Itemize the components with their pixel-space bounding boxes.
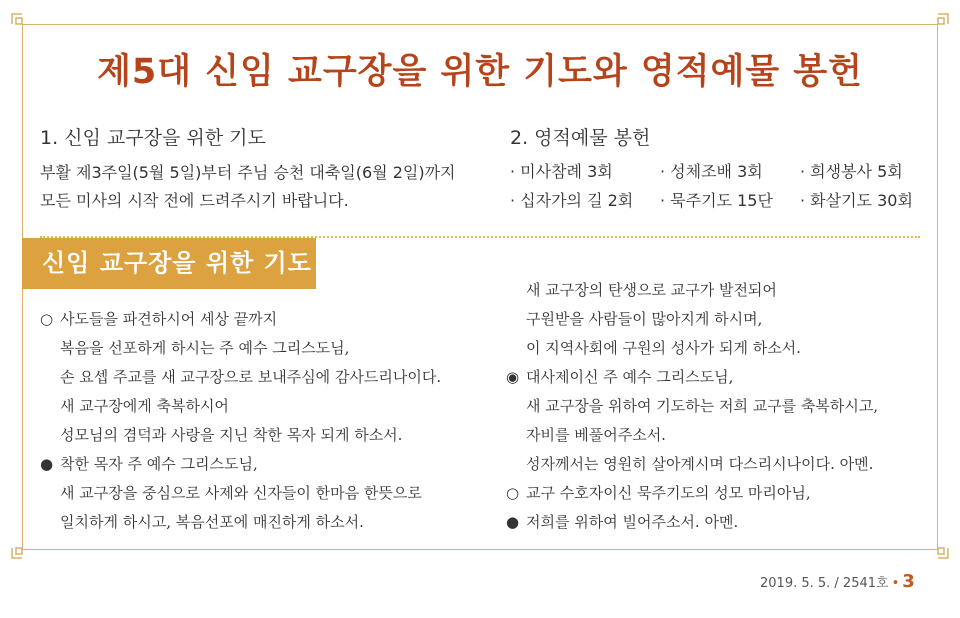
footer-bullet: • <box>891 576 900 591</box>
prayer-line: ● 저희를 위하여 빌어주소서. 아멘. <box>506 513 739 531</box>
section1-line: 모든 미사의 시작 전에 드려주시기 바랍니다. <box>40 191 349 210</box>
prayer-line: ○ 사도들을 파견하시어 세상 끝까지 <box>40 310 278 328</box>
devotion-item-mass: · 미사참례 3회 <box>510 162 613 181</box>
section2-heading: 2. 영적예물 봉헌 <box>510 127 651 149</box>
prayer-line: ● 착한 목자 주 예수 그리스도님, <box>40 455 258 473</box>
prayer-line: 구원받을 사람들이 많아지게 하시며, <box>526 310 763 328</box>
response-mark: ○ <box>506 484 520 502</box>
prayer-banner: 신임 교구장을 위한 기도 <box>22 238 316 289</box>
prayer-line: 이 지역사회에 구원의 성사가 되게 하소서. <box>526 339 801 357</box>
devotion-item-stations: · 십자가의 길 2회 <box>510 191 634 210</box>
prayer-line: 성모님의 겸덕과 사랑을 지닌 착한 목자 되게 하소서. <box>60 426 403 444</box>
page-footer <box>760 571 915 592</box>
section1-body <box>40 159 500 215</box>
corner-ornament-bottom-left <box>10 538 32 560</box>
response-mark: ● <box>506 513 520 531</box>
main-title: 제5대 신임 교구장을 위한 기도와 영적예물 봉헌 <box>97 52 863 92</box>
page-number: 3 <box>902 571 915 592</box>
response-mark: ◉ <box>506 368 520 386</box>
prayer-line: 성자께서는 영원히 살아계시며 다스리시나이다. 아멘. <box>526 455 874 473</box>
corner-ornament-top-left <box>10 12 32 34</box>
section1-heading: 1. 신임 교구장을 위한 기도 <box>40 127 266 149</box>
corner-ornament-bottom-right <box>928 538 950 560</box>
prayer-line: 새 교구장에게 축복하시어 <box>60 397 229 415</box>
response-mark: ○ <box>40 310 54 328</box>
prayer-line: ○ 교구 수호자이신 묵주기도의 성모 마리아님, <box>506 484 811 502</box>
prayer-line: 복음을 선포하게 하시는 주 예수 그리스도님, <box>60 339 350 357</box>
devotion-item-arrow-prayer: · 화살기도 30회 <box>800 191 913 210</box>
devotion-item-sacrifice: · 희생봉사 5회 <box>800 162 903 181</box>
prayer-line: 자비를 베풀어주소서. <box>526 426 666 444</box>
prayer-line: 새 교구장을 위하여 기도하는 저희 교구를 축복하시고, <box>526 397 879 415</box>
prayer-line: 손 요셉 주교를 새 교구장으로 보내주심에 감사드리나이다. <box>60 368 442 386</box>
devotion-item-rosary: · 묵주기도 15단 <box>660 191 773 210</box>
response-mark: ● <box>40 455 54 473</box>
prayer-line: ◉ 대사제이신 주 예수 그리스도님, <box>506 368 734 386</box>
issue-date: 2019. 5. 5. / 2541호 <box>760 576 889 591</box>
devotion-item-adoration: · 성체조배 3회 <box>660 162 763 181</box>
corner-ornament-top-right <box>928 12 950 34</box>
prayer-line: 새 교구장을 중심으로 사제와 신자들이 한마음 한뜻으로 <box>60 484 422 502</box>
section1-line: 부활 제3주일(5월 5일)부터 주님 승천 대축일(6월 2일)까지 <box>40 163 456 182</box>
prayer-line: 새 교구장의 탄생으로 교구가 발전되어 <box>526 281 777 299</box>
prayer-line: 일치하게 하시고, 복음선포에 매진하게 하소서. <box>60 513 364 531</box>
